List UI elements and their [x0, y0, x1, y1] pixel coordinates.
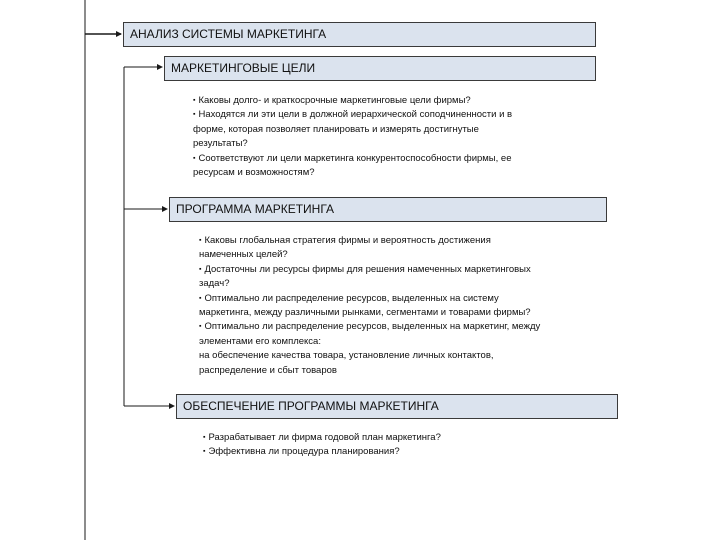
- section-title: ПРОГРАММА МАРКЕТИНГА: [176, 202, 335, 216]
- item-text: Достаточны ли ресурсы фирмы для решения намеченных маркетинговых задач?: [199, 263, 531, 290]
- list-item: [199, 263, 544, 292]
- section-3-questions: [203, 431, 543, 460]
- item-text: Оптимально ли распределение ресурсов, выделенных на систему маркетинга, между различными рынками, сегментами и товарами фирмы?: [199, 292, 531, 319]
- list-item: [193, 152, 533, 181]
- item-text: Разрабатывает ли фирма годовой план маркетинга?: [208, 432, 441, 443]
- section-box-program-support: [176, 394, 618, 419]
- item-text: Каковы долго- и краткосрочные маркетинговые цели фирмы?: [198, 95, 471, 106]
- item-text: Соответствуют ли цели маркетинга конкурентоспособности фирмы, ее ресурсам и возможностям?: [193, 152, 512, 179]
- list-item: [203, 431, 543, 445]
- item-text: Находятся ли эти цели в должной иерархической соподчиненности и в форме, которая позволяет планировать и измерять достигнутые результаты?: [193, 109, 513, 150]
- bullet-icon: ▪: [203, 434, 206, 441]
- bullet-icon: ▪: [199, 265, 202, 273]
- list-item: [203, 445, 543, 459]
- section-2-questions: [199, 234, 544, 378]
- item-text: Оптимально ли распределение ресурсов, выделенных на маркетинг, между элементами его комплекса:: [199, 321, 541, 347]
- section-box-marketing-goals: [164, 56, 596, 81]
- bullet-icon: ▪: [199, 294, 202, 302]
- bullet-icon: ▪: [199, 323, 202, 331]
- list-item: [193, 94, 533, 108]
- root-box: [123, 22, 596, 47]
- list-item: [199, 234, 544, 263]
- list-item: [193, 108, 533, 151]
- item-text: на обеспечение качества товара, установление личных контактов, распределение и сбыт товаров: [199, 350, 494, 376]
- root-title: АНАЛИЗ СИСТЕМЫ МАРКЕТИНГА: [130, 27, 327, 41]
- bullet-icon: ▪: [193, 154, 196, 162]
- section-1-questions: [193, 94, 533, 180]
- bullet-icon: ▪: [193, 97, 196, 104]
- bullet-icon: ▪: [199, 237, 202, 244]
- list-item-continuation: [199, 349, 544, 378]
- section-box-marketing-program: [169, 197, 607, 222]
- bullet-icon: ▪: [203, 448, 206, 456]
- item-text: Эффективна ли процедура планирования?: [208, 446, 400, 458]
- section-title: ОБЕСПЕЧЕНИЕ ПРОГРАММЫ МАРКЕТИНГА: [183, 399, 439, 413]
- list-item: [199, 292, 544, 321]
- section-title: МАРКЕТИНГОВЫЕ ЦЕЛИ: [171, 61, 316, 75]
- item-text: Каковы глобальная стратегия фирмы и вероятность достижения намеченных целей?: [199, 235, 491, 261]
- bullet-icon: ▪: [193, 111, 196, 119]
- list-item: [199, 320, 544, 349]
